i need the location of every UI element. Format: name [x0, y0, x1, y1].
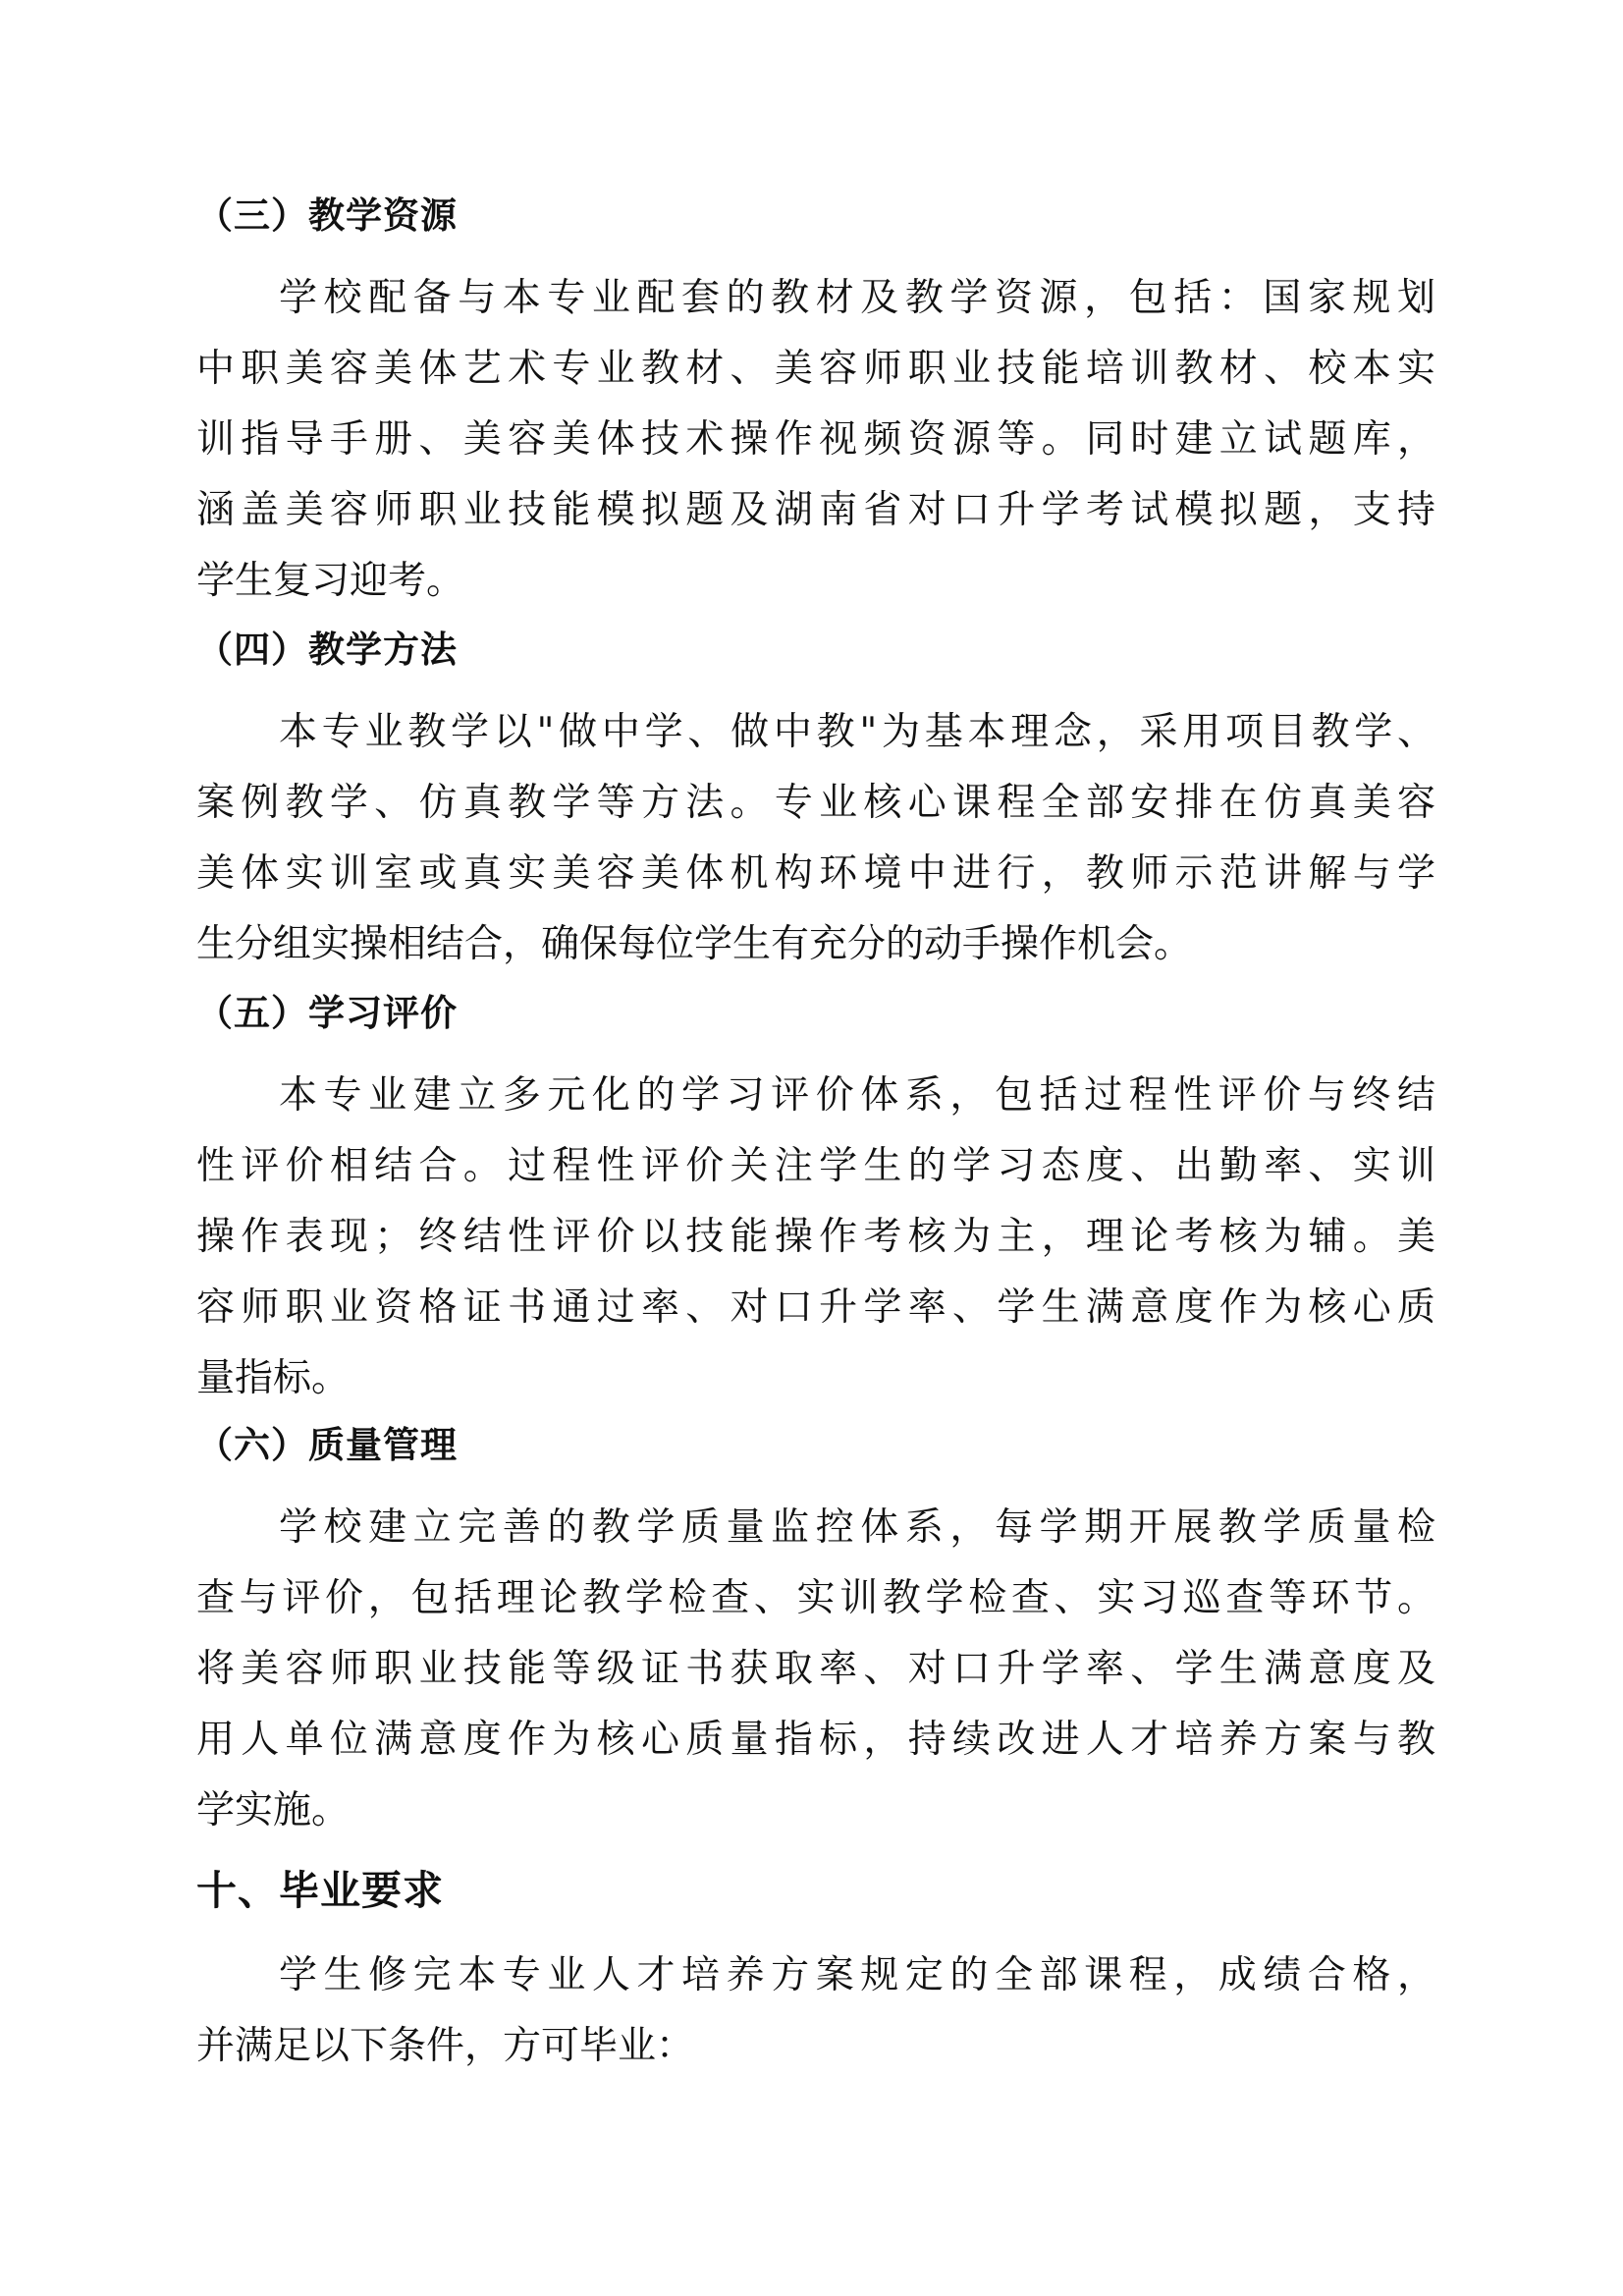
paragraph-quality-management: [196, 1493, 1435, 1846]
paragraph-line: 性评价相结合。过程性评价关注学生的学习态度、出勤率、实训: [196, 1144, 1435, 1188]
paragraph-line: 本专业建立多元化的学习评价体系，包括过程性评价与终结: [279, 1073, 1435, 1118]
paragraph-line: 案例教学、仿真教学等方法。专业核心课程全部安排在仿真美容: [196, 781, 1435, 825]
paragraph-learning-evaluation: [196, 1061, 1435, 1414]
paragraph-teaching-methods: [196, 697, 1435, 980]
paragraph-line: 并满足以下条件，方可毕业：: [196, 2024, 695, 2068]
paragraph-line: 查与评价，包括理论教学检查、实训教学检查、实习巡查等环节。: [196, 1576, 1435, 1620]
paragraph-line: 学校建立完善的教学质量监控体系，每学期开展教学质量检: [279, 1505, 1435, 1550]
section-heading-learning-evaluation: （五）学习评价: [196, 992, 458, 1034]
paragraph-graduation-requirements: [196, 1941, 1435, 2082]
paragraph-line: 将美容师职业技能等级证书获取率、对口升学率、学生满意度及: [196, 1647, 1435, 1691]
paragraph-line: 学生修完本专业人才培养方案规定的全部课程，成绩合格，: [279, 1953, 1435, 1997]
paragraph-line: 中职美容美体艺术专业教材、美容师职业技能培训教材、校本实: [196, 347, 1435, 391]
paragraph-line: 生分组实操相结合，确保每位学生有充分的动手操作机会。: [196, 922, 1193, 966]
section-heading-teaching-methods: （四）教学方法: [196, 629, 458, 671]
paragraph-line: 容师职业资格证书通过率、对口升学率、学生满意度作为核心质: [196, 1285, 1435, 1330]
paragraph-line: 学实施。: [196, 1788, 351, 1832]
paragraph-teaching-resources: [196, 263, 1435, 617]
chapter-heading-graduation-requirements: 十、毕业要求: [196, 1867, 444, 1914]
section-heading-teaching-resources: （三）教学资源: [196, 194, 458, 237]
paragraph-line: 美体实训室或真实美容美体机构环境中进行，教师示范讲解与学: [196, 851, 1435, 896]
paragraph-line: 操作表现；终结性评价以技能操作考核为主，理论考核为辅。美: [196, 1215, 1435, 1259]
paragraph-line: 学校配备与本专业配套的教材及教学资源，包括：国家规划: [279, 276, 1435, 320]
paragraph-line: 本专业教学以"做中学、做中教"为基本理念，采用项目教学、: [279, 710, 1435, 754]
paragraph-line: 训指导手册、美容美体技术操作视频资源等。同时建立试题库，: [196, 417, 1435, 462]
paragraph-line: 学生复习迎考。: [196, 559, 465, 603]
section-heading-quality-management: （六）质量管理: [196, 1424, 458, 1466]
paragraph-line: 用人单位满意度作为核心质量指标，持续改进人才培养方案与教: [196, 1718, 1435, 1762]
paragraph-line: 涵盖美容师职业技能模拟题及湖南省对口升学考试模拟题，支持: [196, 488, 1435, 532]
paragraph-line: 量指标。: [196, 1356, 351, 1400]
